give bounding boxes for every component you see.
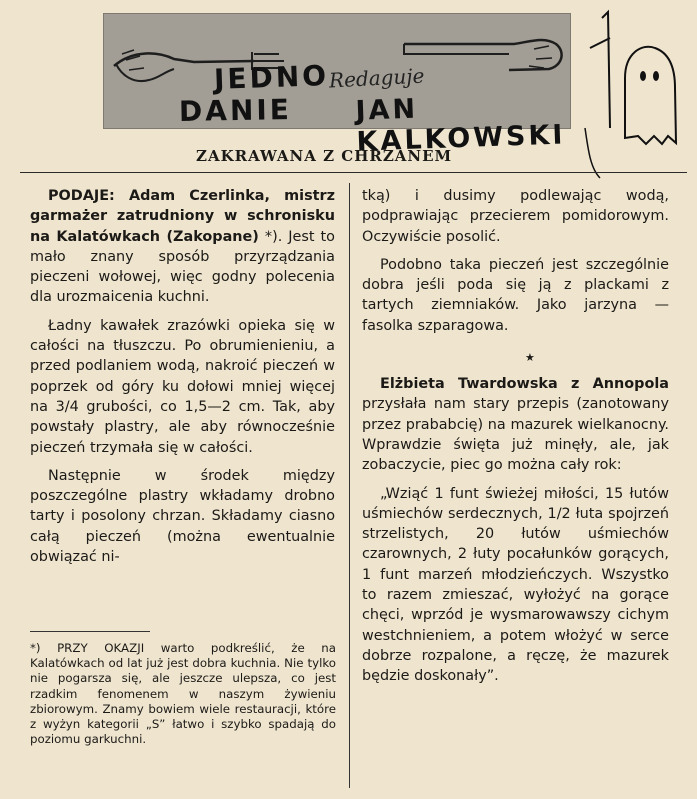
paragraph-serving: Podobno taka pieczeń jest szczególnie dobra jeśli poda się ją z plackami z tartych ziemniaków. Jako jarzyna — fasolka szparagowa. <box>362 256 669 334</box>
paragraph-mazurek-intro <box>362 374 669 475</box>
paragraph-intro <box>30 186 335 308</box>
mazurek-intro-rest: przysłała nam stary przepis (zanotowany przez prababcię) na mazurek wielkanocny. Wprawdzie święta już minęły, ale, jak zobaczycie, piec go można cały rok: <box>362 396 669 474</box>
right-column <box>362 186 669 687</box>
title-rule <box>20 172 687 173</box>
footnote: *) PRZY OKAZJI warto podkreślić, że na Kalatówkach od lat już jest dobra kuchnia. Nie tylko nie pogarsza się, ale jeszcze ulepsza, co jest rzadkim fenomenem w naszym żywieniu zbiorowym. Znamy bowiem wiele restauracji, które z wyżyn kategorii „S” łatwo i szybko spadają do poziomu garkuchni. <box>30 641 336 747</box>
paragraph-preparation: Ładny kawałek zrazówki opieka się w całości na tłuszczu. Po obrumienieniu, a przed podlaniem wodą, nakroić pieczeń w poprzek od góry ku dołowi mniej więcej na 3/4 grubości, co 1,5—2 cm. Tak, aby powstały plastry, ale aby równocześnie pieczeń trzymała się w całości. <box>30 317 335 456</box>
header-title-line2: DANIE <box>178 93 293 128</box>
header-title-line1: JEDNO <box>213 59 330 96</box>
header-redaguje: Redaguje <box>328 63 425 93</box>
paragraph-continued: tką) i dusimy podlewając wodą, podprawiając przecierem pomidorowym. Oczywiście posolić. <box>362 188 669 245</box>
intro-bold: PODAJE: Adam Czerlinka, mistrz garmażer zatrudniony w schronisku na Kalatówkach (Zakopane) <box>30 188 335 245</box>
star-separator: ★ <box>525 351 535 364</box>
contributor-name: Elżbieta Twardowska z Annopola <box>380 376 669 393</box>
column-divider <box>349 183 350 788</box>
left-column <box>30 186 335 567</box>
ghost-illustration <box>580 8 695 183</box>
footnote-rule <box>30 631 150 632</box>
intro-rest: *). Jest to mało znany sposób przyrządzania pieczeni wołowej, więc godny polecenia dla urozmaicenia kuchni. <box>30 228 335 306</box>
star-separator-space <box>362 344 669 366</box>
paragraph-mazurek-recipe: „Wziąć 1 funt świeżej miłości, 15 łutów uśmiechów serdecznych, 1/2 łuta spojrzeń strzelistych, 20 łutów uśmiechów czarownych, 2 łuty pocałunków gorących, 1 funt marzeń młodzieńczych. Wszystko to razem zmieszać, wyłożyć na gorące chęci, wprzód je wysmarowawszy cichym westchnieniem, a potem włożyć w serce dobrze rozpalone, a ręczę, że mazurek będzie doskonały”. <box>362 485 669 685</box>
paragraph-filling: Następnie w środek między poszczególne plastry wkładamy drobno tarty i posolony chrzan. Składamy ciasno całą pieczeń (można ewentualnie obwiązać ni- <box>30 467 335 566</box>
article-title: ZAKRAWANA Z CHRZANEM <box>196 147 453 165</box>
header-author: JAN KALKOWSKI <box>354 93 566 158</box>
